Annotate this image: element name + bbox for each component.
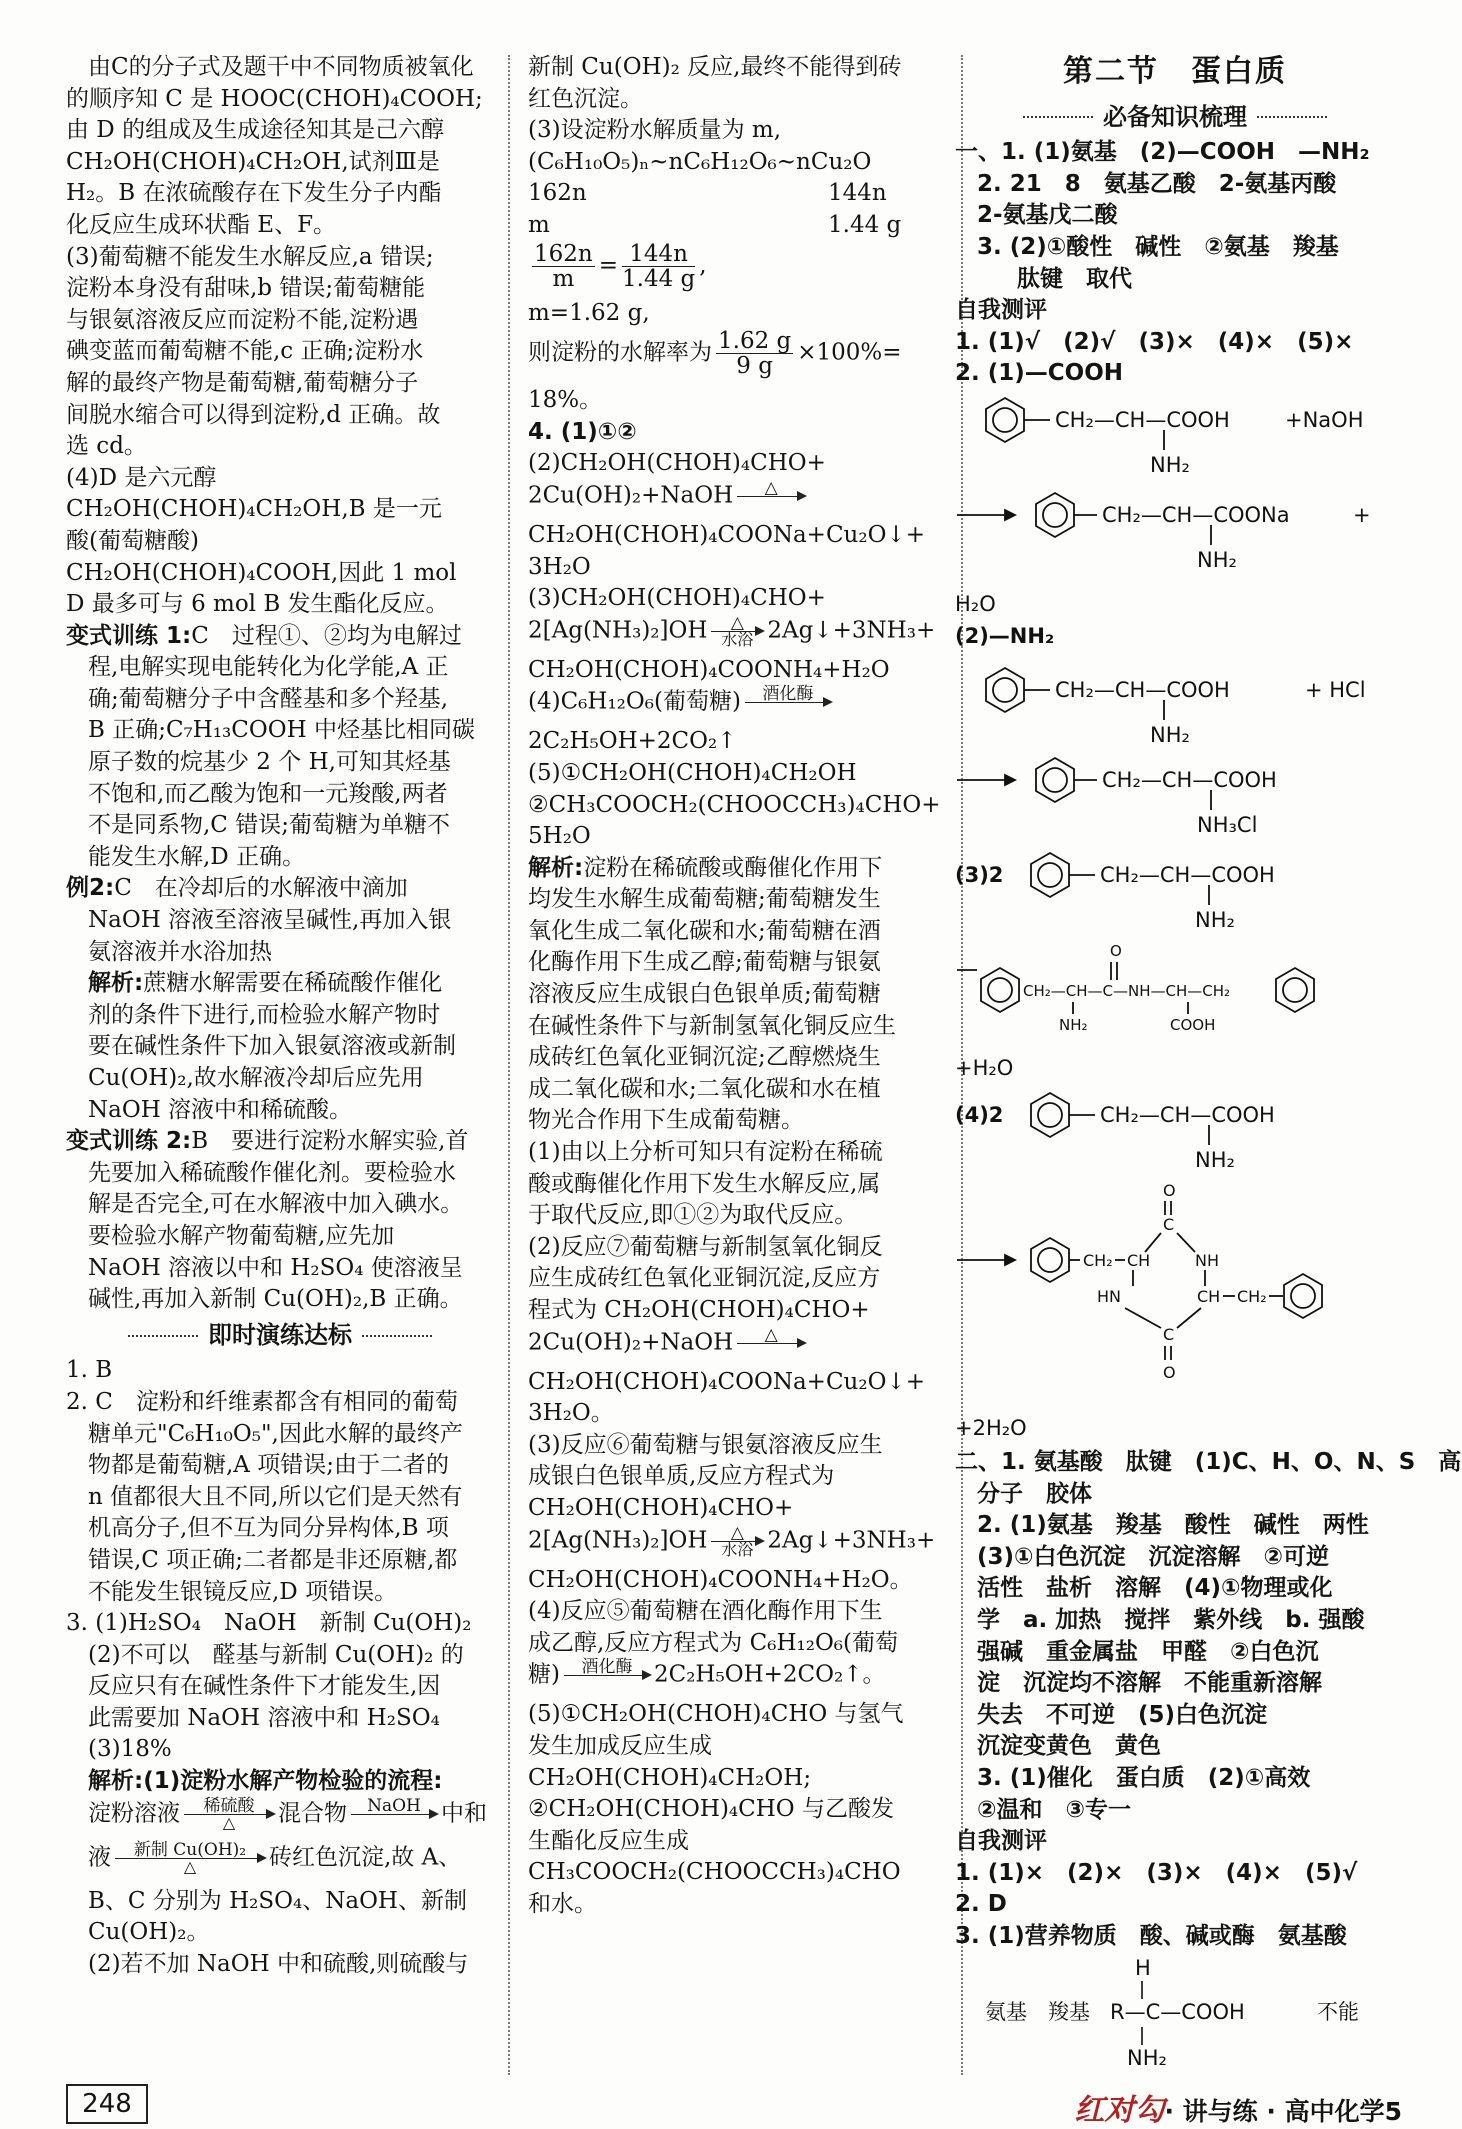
text-line: 化反应生成环状酯 E、F。 xyxy=(66,211,337,238)
section-band xyxy=(66,1320,494,1352)
text-line: (3)葡萄糖不能发生水解反应,a 错误; xyxy=(66,243,434,270)
fraction xyxy=(622,242,695,291)
product-sodium-salt xyxy=(1036,493,1371,572)
text-line: 3. (1)营养物质 酸、碱或酶 氨基酸 xyxy=(955,1922,1347,1949)
denominator: m xyxy=(552,265,575,292)
text-line: 解析:(1)淀粉水解产物检验的流程: xyxy=(88,1768,443,1795)
denominator: 1.44 g xyxy=(622,265,696,292)
text-line xyxy=(528,178,958,210)
formula-text: R—C—COOH xyxy=(1110,1999,1245,2024)
text-line: 物光合作用下生成葡萄糖。 xyxy=(528,1107,804,1134)
benzene-ring xyxy=(986,398,1024,442)
text-line: 强碱 重金属盐 甲醛 ②白色沉 xyxy=(977,1638,1319,1665)
formula-text: (3)2 xyxy=(955,862,1004,887)
reaction-arrow xyxy=(711,1522,763,1559)
formula-text: O xyxy=(1110,941,1122,960)
text-line: 3. (1)H₂SO₄ NaOH 新制 Cu(OH)₂ xyxy=(66,1610,472,1637)
numerator: 1.62 g xyxy=(718,328,792,355)
formula-text: H xyxy=(1135,1955,1151,1980)
arrow-label: 新制 Cu(OH)₂ xyxy=(133,1839,247,1860)
text-line: CH₃COOCH₂(CHOOCCH₃)₄CHO xyxy=(528,1859,901,1886)
reaction-arrow xyxy=(351,1795,437,1831)
text-line: 1. (1)√ (2)√ (3)× (4)× (5)× xyxy=(955,328,1354,355)
text: , xyxy=(699,252,707,279)
arrow-label: △ xyxy=(764,477,778,498)
text-line: NaOH 溶液至溶液呈碱性,再加入银 xyxy=(88,907,452,934)
formula-text: CH₂—CH—COOH xyxy=(1055,677,1230,702)
text-line: 选 cd。 xyxy=(66,433,147,460)
text-line: 2. 21 8 氨基乙酸 2-氨基丙酸 xyxy=(977,170,1337,197)
arrow-label: △ xyxy=(730,612,744,633)
numerator: 144n xyxy=(622,242,695,267)
text: 2[Ag(NH₃)₂]OH xyxy=(528,1527,708,1554)
reaction-line xyxy=(528,1324,958,1367)
text-line: 沉淀变黄色 黄色 xyxy=(977,1733,1161,1760)
text-line: 学 a. 加热 搅拌 紫外线 b. 强酸 xyxy=(977,1606,1365,1633)
text-line: B 正确;C₇H₁₃COOH 中烃基比相同碳 xyxy=(88,717,475,744)
text-line: 由C的分子式及题干中不同物质被氧化 xyxy=(88,54,474,80)
formula-text: CH₂—CH—COOH xyxy=(1055,407,1230,432)
text: 淀粉在稀硫酸或酶催化作用下 xyxy=(583,854,883,881)
benzene-ring xyxy=(1276,968,1314,1012)
text-line: 溶液反应生成银白色银单质;葡萄糖 xyxy=(528,981,881,1008)
arrow-label: △ xyxy=(730,1522,744,1543)
reactant-phenylalanine xyxy=(1031,1093,1275,1172)
footer-text: · 讲与练 · 高中化学5 xyxy=(1164,2097,1402,2126)
arrow-label: △ xyxy=(183,1856,197,1876)
fraction-equation xyxy=(528,329,958,385)
formula-text: CH₂—CH—COONa xyxy=(1102,502,1290,527)
text-line: 碱性,再加入新制 Cu(OH)₂,B 正确。 xyxy=(88,1286,463,1313)
text-line: CH₂OH(CHOH)₄CH₂OH; xyxy=(528,1764,812,1791)
benzene-ring xyxy=(986,668,1024,712)
formula-text: CH₂—CH—COOH xyxy=(1100,1102,1275,1127)
flow-text: 液 xyxy=(88,1844,111,1871)
formula-text: 不能 xyxy=(1317,1999,1359,2024)
arrow-label: 酒化酶 xyxy=(762,684,814,705)
formula-text: NH₂ xyxy=(1197,547,1237,572)
subheading: 自我测评 xyxy=(955,297,1047,324)
text-line xyxy=(66,873,494,905)
arrow-label: NaOH xyxy=(367,1795,421,1816)
text-line: 均发生水解生成葡萄糖;葡萄糖发生 xyxy=(528,886,881,913)
flow-text: 淀粉溶液 xyxy=(88,1800,180,1827)
formula-text: C xyxy=(1163,1324,1175,1344)
text-line: m=1.62 g, xyxy=(528,299,650,326)
numerator: 162n xyxy=(534,240,593,267)
text-line: 氨溶液并水浴加热 xyxy=(88,938,272,965)
arrow-label: 稀硫酸 xyxy=(203,1795,255,1816)
text-line: CH₂OH(CHOH)₄COONH₄+H₂O xyxy=(528,656,890,683)
reaction-arrow xyxy=(737,477,805,513)
arrow-label: △ xyxy=(764,1324,778,1345)
answer-3 xyxy=(66,1608,494,1980)
text-line xyxy=(66,621,494,653)
question-4: 4. (1)①② xyxy=(528,418,637,445)
text-line xyxy=(528,210,958,242)
text-line: 于取代反应,即①②为取代反应。 xyxy=(528,1202,858,1229)
text: 2Ag↓+3NH₃+ xyxy=(767,617,936,644)
text-line: 1. (1)× (2)× (3)× (4)× (5)√ xyxy=(955,1859,1358,1886)
text-line: 5H₂O xyxy=(528,823,591,850)
formula-text: CH xyxy=(1197,1286,1221,1306)
amino-acid-general-formula xyxy=(955,1953,1395,2071)
text-line: 糖单元"C₆H₁₀O₅",因此水解的最终产 xyxy=(88,1420,463,1447)
text-line: (2)不可以 醛基与新制 Cu(OH)₂ 的 xyxy=(88,1641,464,1668)
label: 解析: xyxy=(528,854,584,881)
value: 1.44 g xyxy=(828,211,902,238)
text-line: 一、1. (1)氨基 (2)—COOH —NH₂ xyxy=(955,139,1370,166)
text-line: 2. (1)—COOH xyxy=(955,360,1124,387)
benzene-ring xyxy=(1031,1093,1069,1137)
benzene-ring xyxy=(1284,1274,1322,1318)
text-line: 失去 不可逆 (5)白色沉淀 xyxy=(977,1701,1268,1728)
value: 144n xyxy=(828,180,887,207)
text-line xyxy=(66,1126,494,1158)
text-line: (2)若不加 NaOH 中和硫酸,则硫酸与 xyxy=(88,1950,469,1977)
formula-text: (4)2 xyxy=(955,1102,1004,1127)
text-line: 成银白色银单质,反应方程式为 xyxy=(528,1463,835,1490)
reactant-phenylalanine xyxy=(986,668,1366,747)
reaction-arrow xyxy=(564,1659,650,1692)
formula-text: CH₂ xyxy=(1237,1286,1267,1306)
text-line: Cu(OH)₂。 xyxy=(88,1919,210,1946)
text-line: 氧化生成二氧化碳和水;葡萄糖在酒 xyxy=(528,917,881,944)
text-line: 生酯化反应生成 xyxy=(528,1827,689,1854)
text-line xyxy=(66,968,494,1000)
text-line: 18%。 xyxy=(528,387,603,414)
fraction xyxy=(532,242,595,291)
text-line: 先要加入稀硫酸作催化剂。要检验水 xyxy=(88,1159,456,1186)
text-line: 3H₂O xyxy=(528,553,591,580)
text-line: 和水。 xyxy=(528,1890,597,1917)
text-line: CH₂OH(CHOH)₄CH₂OH,B 是一元 xyxy=(66,496,442,523)
flow-text: 砖红色沉淀,故 A、 xyxy=(269,1844,462,1871)
text-line: Cu(OH)₂,故水解液冷却后应先用 xyxy=(88,1065,424,1091)
text-line: 此需要加 NaOH 溶液中和 H₂SO₄ xyxy=(88,1704,440,1731)
text-line: n 值都很大且不同,所以它们是天然有 xyxy=(88,1483,463,1510)
footer-brand xyxy=(1074,2085,1402,2129)
text-line: (C₆H₁₀O₅)ₙ~nC₆H₁₂O₆~nCu₂O xyxy=(528,148,872,175)
benzene-ring xyxy=(1036,758,1074,802)
formula-text: NH₃Cl xyxy=(1197,812,1258,837)
value: 162n xyxy=(528,180,587,207)
text-line: 由 D 的组成及生成途径知其是己六醇 xyxy=(66,117,445,144)
formula-text: NH₂ xyxy=(1195,907,1235,932)
reactant-phenylalanine xyxy=(1031,853,1275,932)
formula-text: NH₂ xyxy=(1195,1147,1235,1172)
paragraph xyxy=(66,463,494,621)
text-line: 淀 沉淀均不溶解 不能重新溶解 xyxy=(977,1670,1322,1697)
text-line: ②温和 ③专一 xyxy=(977,1796,1131,1823)
text: 2Cu(OH)₂+NaOH xyxy=(528,1329,734,1356)
text-line: 确;葡萄糖分子中含醛基和多个羟基, xyxy=(88,685,449,712)
text-line: 3. (1)催化 蛋白质 (2)①高效 xyxy=(977,1764,1311,1791)
arrow-label: 水浴 xyxy=(721,629,754,649)
formula-text: NH₂ xyxy=(1127,2045,1167,2070)
arrow-label: △ xyxy=(222,1812,236,1832)
reaction-line xyxy=(528,477,958,520)
formula-text: CH₂ xyxy=(1083,1250,1113,1270)
reaction-line xyxy=(528,686,958,726)
text-line: CH₂OH(CHOH)₄COONH₄+H₂O。 xyxy=(528,1566,913,1593)
text-line: 成二氧化碳和水;二氧化碳和水在植 xyxy=(528,1075,881,1102)
paragraph xyxy=(66,242,494,463)
variant-training-2 xyxy=(66,1126,494,1316)
variant-training-1 xyxy=(66,621,494,874)
formula-text: CH₂—CH—COOH xyxy=(1102,767,1277,792)
formula-text: CH₂—CH—C—NH—CH—CH₂ xyxy=(1023,981,1231,1000)
text-line: B、C 分别为 H₂SO₄、NaOH、新制 xyxy=(88,1887,467,1914)
text-line: (5)①CH₂OH(CHOH)₄CHO 与氢气 xyxy=(528,1701,904,1728)
formula-text: O xyxy=(1163,1362,1176,1382)
text-line: (3)①白色沉淀 沉淀溶解 ②可逆 xyxy=(977,1543,1329,1570)
text: B 要进行淀粉水解实验,首 xyxy=(191,1128,469,1155)
text-line: 不饱和,而乙酸为饱和一元羧酸,两者 xyxy=(88,780,448,807)
formula-text: NH₂ xyxy=(1150,452,1190,477)
paragraph xyxy=(66,52,494,242)
text-line: 红色沉淀。 xyxy=(528,85,643,112)
brand-logo: 红对勾 xyxy=(1074,2093,1165,2128)
column-right xyxy=(955,52,1462,2070)
text-line: 二、1. 氨基酸 肽键 (1)C、H、O、N、S 高 xyxy=(955,1449,1462,1475)
text-line: 间脱水缩合可以得到淀粉,d 正确。故 xyxy=(66,401,441,428)
benzene-ring xyxy=(1031,1238,1069,1282)
text-line: CH₂OH(CHOH)₄COONa+Cu₂O↓+ xyxy=(528,521,925,548)
reaction-line xyxy=(528,612,958,655)
flow-line-1 xyxy=(66,1795,494,1842)
text-line: (5)①CH₂OH(CHOH)₄CH₂OH xyxy=(528,759,857,786)
formula-text: + xyxy=(1353,502,1371,527)
formula-text: CH₂—CH—COOH xyxy=(1100,862,1275,887)
flow-line-2 xyxy=(66,1839,494,1886)
text: (4)C₆H₁₂O₆(葡萄糖) xyxy=(528,688,741,715)
reaction-line xyxy=(528,1522,958,1565)
text-line: 能发生水解,D 正确。 xyxy=(88,843,306,870)
text-line: 解的最终产物是葡萄糖,葡萄糖分子 xyxy=(66,369,419,396)
text-line: (3)反应⑥葡萄糖与银氨溶液反应生 xyxy=(528,1431,883,1458)
text-line: 在碱性条件下与新制氢氧化铜反应生 xyxy=(528,1012,896,1039)
flow-text: 中和 xyxy=(441,1800,487,1827)
text: 糖) xyxy=(528,1661,560,1688)
text-line: 2. C 淀粉和纤维素都含有相同的葡萄 xyxy=(66,1388,458,1415)
formula-text: NH xyxy=(1195,1250,1219,1270)
arrow-label: 水浴 xyxy=(721,1539,754,1559)
text-line: 原子数的烷基少 2 个 H,可知其烃基 xyxy=(88,749,451,776)
text: ×100%= xyxy=(797,339,902,366)
text-line: D 最多可与 6 mol B 发生酯化反应。 xyxy=(66,591,449,618)
text: 2Cu(OH)₂+NaOH xyxy=(528,482,734,509)
formula-text: +H₂O xyxy=(955,1055,1014,1080)
subheading: 自我测评 xyxy=(955,1828,1047,1855)
reaction-line xyxy=(528,1659,958,1699)
text-line: 反应只有在碱性条件下才能发生,因 xyxy=(88,1673,441,1700)
formula-text: (2)—NH₂ xyxy=(955,623,1055,648)
reaction-arrow xyxy=(711,612,763,649)
formula-text: + HCl xyxy=(1305,677,1366,702)
text-line: (3)CH₂OH(CHOH)₄CHO+ xyxy=(528,585,826,612)
formula-text: COOH xyxy=(1170,1015,1216,1034)
page-number: 248 xyxy=(66,2084,148,2124)
text: C 过程①、②均为电解过 xyxy=(191,622,462,649)
text-line: 程式为 CH₂OH(CHOH)₄CHO+ xyxy=(528,1297,870,1323)
reaction-arrow xyxy=(184,1795,274,1832)
text-line: 剂的条件下进行,而检验水解产物时 xyxy=(88,1001,441,1028)
text-line: 程,电解实现电能转化为化学能,A 正 xyxy=(88,654,449,681)
text-line: (4)D 是六元醇 xyxy=(66,464,217,491)
column-divider xyxy=(508,55,510,2075)
reaction-arrow xyxy=(737,1324,805,1360)
text-line: 酸(葡萄糖酸) xyxy=(66,527,199,554)
text: 蔗糖水解需要在稀硫酸作催化 xyxy=(143,970,443,997)
text-line: CH₂OH(CHOH)₄CHO+ xyxy=(528,1494,794,1521)
text-line: 要在碱性条件下加入银氨溶液或新制 xyxy=(88,1033,456,1060)
benzene-ring xyxy=(1036,493,1074,537)
text-line: 2-氨基戊二酸 xyxy=(977,202,1118,229)
text-line: CH₂OH(CHOH)₄COONa+Cu₂O↓+ xyxy=(528,1368,925,1395)
text-line: 的顺序知 C 是 HOOC(CHOH)₄COOH; xyxy=(66,85,483,112)
answer-1: 1. B xyxy=(66,1357,113,1384)
text-line: 化酶作用下生成乙醇;葡萄糖与银氨 xyxy=(528,949,881,976)
label: 解析: xyxy=(88,970,144,997)
text: 2[Ag(NH₃)₂]OH xyxy=(528,617,708,644)
label: 变式训练 1: xyxy=(66,622,192,649)
label: 例2: xyxy=(66,875,115,902)
text-line: (2)CH₂OH(CHOH)₄CHO+ xyxy=(528,450,826,477)
reaction-arrow xyxy=(745,686,831,719)
text-line: CH₂OH(CHOH)₄CH₂OH,试剂Ⅲ是 xyxy=(66,148,440,175)
text-line: NaOH 溶液中和稀硫酸。 xyxy=(88,1096,353,1123)
text-line: 成砖红色氧化亚铜沉淀;乙醇燃烧生 xyxy=(528,1044,881,1071)
text-line: 分子 胶体 xyxy=(977,1480,1092,1507)
text-line: 酸或酶催化作用下发生水解反应,属 xyxy=(528,1170,881,1197)
text: 则淀粉的水解率为 xyxy=(528,339,712,366)
formula-text: 氨基 羧基 xyxy=(985,1999,1090,2024)
text-line: 碘变蓝而葡萄糖不能,c 正确;淀粉水 xyxy=(66,338,424,365)
text-line: 3. (2)①酸性 碱性 ②氨基 羧基 xyxy=(977,233,1339,260)
text-line: 要检验水解产物葡萄糖,应先加 xyxy=(88,1222,395,1249)
fraction xyxy=(716,329,793,378)
formula-text: O xyxy=(1163,1180,1176,1200)
text-line: (1)由以上分析可知只有淀粉在稀硫 xyxy=(528,1139,883,1166)
text-line: 机高分子,但不互为同分异构体,B 项 xyxy=(88,1515,449,1542)
band-title: 必备知识梳理 xyxy=(1103,102,1247,131)
text-line: 淀粉本身没有甜味,b 错误;葡萄糖能 xyxy=(66,275,426,302)
formula-text: H₂O xyxy=(955,591,996,616)
text-line: 解是否完全,可在水解液中加入碘水。 xyxy=(88,1191,464,1218)
text-line: H₂。B 在浓硫酸存在下发生分子内酯 xyxy=(66,180,442,207)
text-line: (3)设淀粉水解质量为 m, xyxy=(528,117,782,144)
answer-2 xyxy=(66,1387,494,1608)
text-line: (3)18% xyxy=(88,1736,172,1763)
formula-text: C xyxy=(1163,1214,1175,1234)
section-title: 第二节 蛋白质 xyxy=(1063,54,1287,89)
text-line: 应生成砖红色氧化亚铜沉淀,反应方 xyxy=(528,1265,881,1292)
example-2 xyxy=(66,873,494,1126)
text-line: ②CH₂OH(CHOH)₄CHO 与乙酸发 xyxy=(528,1796,894,1823)
benzene-ring xyxy=(1031,853,1069,897)
text-line: 活性 盐析 溶解 (4)①物理或化 xyxy=(977,1575,1333,1602)
text-line: 不是同系物,C 错误;葡萄糖为单糖不 xyxy=(88,812,450,839)
formula-text: HN xyxy=(1097,1286,1121,1306)
text-line: 2. D xyxy=(955,1891,1007,1918)
text-line: 2. (1)氨基 羧基 酸性 碱性 两性 xyxy=(977,1512,1369,1539)
text-line: CH₂OH(CHOH)₄COOH,因此 1 mol xyxy=(66,559,457,586)
text-line: 2C₂H₅OH+2CO₂↑ xyxy=(528,728,737,755)
text-line: NaOH 溶液以中和 H₂SO₄ 使溶液呈 xyxy=(88,1254,463,1281)
formula-text: CH xyxy=(1127,1250,1151,1270)
section-band xyxy=(955,102,1395,134)
text-line: (2)反应⑦葡萄糖与新制氢氧化铜反 xyxy=(528,1233,883,1260)
text-line: 发生加成反应生成 xyxy=(528,1732,712,1759)
text: 2Ag↓+3NH₃+ xyxy=(767,1527,936,1554)
denominator: 9 g xyxy=(736,353,773,380)
text-line: 错误,C 项正确;二者都是非还原糖,都 xyxy=(88,1546,458,1573)
column-middle xyxy=(528,52,958,1921)
reaction-arrow xyxy=(115,1839,265,1876)
reactant-phenylalanine xyxy=(986,398,1364,477)
value: m xyxy=(528,211,550,238)
text-line: (4)反应⑤葡萄糖在酒化酶作用下生 xyxy=(528,1598,883,1625)
label: 变式训练 2: xyxy=(66,1128,192,1155)
flow-text: 混合物 xyxy=(278,1800,347,1827)
text-line: 成乙醇,反应方程式为 C₆H₁₂O₆(葡萄 xyxy=(528,1629,898,1656)
text-line: 与银氨溶液反应而淀粉不能,淀粉遇 xyxy=(66,306,419,333)
knowledge-part-2 xyxy=(955,1447,1462,2071)
arrow-label: 酒化酶 xyxy=(581,1657,633,1678)
diketopiperazine xyxy=(1031,1181,1322,1382)
column-left xyxy=(66,52,494,1980)
fraction-equation: $\frac{162n}{m}$ = $\frac{144n}{1.44 g}$ , xyxy=(534,240,707,292)
text: C 在冷却后的水解液中滴加 xyxy=(114,875,408,902)
formula-text: NH₂ xyxy=(1150,722,1190,747)
band-title: 即时演练达标 xyxy=(208,1320,352,1349)
formula-text: +2H₂O xyxy=(955,1415,1027,1440)
text-line: 物都是葡萄糖,A 项错误;由于二者的 xyxy=(88,1452,449,1479)
text: 2C₂H₅OH+2CO₂↑。 xyxy=(653,1661,886,1688)
formula-text: NH₂ xyxy=(1059,1015,1088,1034)
text-line: 肽键 取代 xyxy=(1017,265,1132,292)
text-line: 新制 Cu(OH)₂ 反应,最终不能得到砖 xyxy=(528,54,902,80)
benzene-ring xyxy=(981,968,1019,1012)
text-line xyxy=(528,853,958,885)
text-line: 3H₂O。 xyxy=(528,1400,614,1427)
dipeptide xyxy=(981,942,1314,1034)
product-hydrochloride xyxy=(1036,758,1277,837)
formula-text: +NaOH xyxy=(1285,407,1364,432)
text-line: ②CH₃COOCH₂(CHOOCCH₃)₄CHO+ xyxy=(528,791,941,818)
text-line: 不能发生银镜反应,D 项错误。 xyxy=(88,1578,398,1605)
